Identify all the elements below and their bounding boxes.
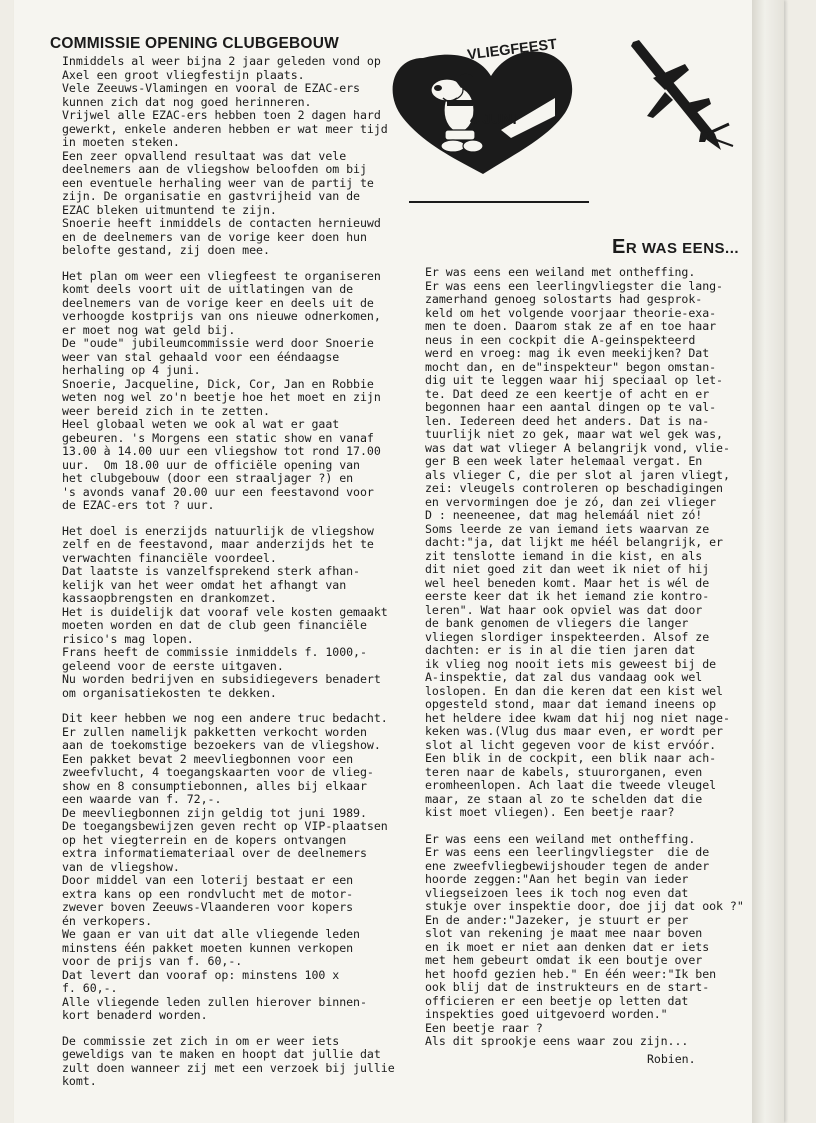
text-line: slot van rekening je maat mee naar boven xyxy=(425,926,703,940)
text-line: hoorde zeggen:"Aan het begin van ieder xyxy=(425,872,689,886)
text-line: kelijk van het weer omdat het afhangt van xyxy=(62,577,347,592)
text-line: keld om het volgende voorjaar theorie-exa- xyxy=(425,305,717,320)
text-line: show en 8 consumptiebonnen, alles bij elkaar xyxy=(62,778,367,793)
text-line: kist moet vliegen). Een beetje raar? xyxy=(425,805,675,819)
text-line: de EZAC-ers tot ? uur. xyxy=(62,498,215,512)
text-line: komt deels voort uit de uitlatingen van de xyxy=(62,282,354,296)
text-line: Alle vliegende leden zullen hierover binnen- xyxy=(62,994,367,1009)
text-line: Nu worden bedrijven en subsidiegevers benadert xyxy=(62,672,381,686)
text-line: Dat levert dan vooraf op: minstens 100 x xyxy=(62,967,340,982)
text-line: f. 60,-. xyxy=(62,981,118,995)
text-line: slot al licht gegeven voor de kist ervóór. xyxy=(425,737,717,752)
text-line: belofte gestand, zij doen mee. xyxy=(62,243,270,257)
text-line: deelnemers van de vorige keer en deels uit de xyxy=(62,295,374,310)
title-initial: E xyxy=(612,236,626,258)
text-line: verhoogde kostprijs van ons nieuwe odnerkomen, xyxy=(62,309,381,323)
text-line: Door middel van een loterij bestaat er een xyxy=(62,873,354,887)
page-fold-edge xyxy=(752,0,784,1123)
right-article-title xyxy=(612,236,739,259)
text-line: en vervormingen doe je zó, dan zei vlieger xyxy=(425,494,717,509)
text-line: Er was eens een leerlingvliegster die lang- xyxy=(425,278,723,293)
text-line: len. Iedereen deed het anders. Dat is na- xyxy=(425,413,710,428)
text-line: zamerhand genoeg solostarts had gesprok- xyxy=(425,292,703,306)
text-line: zijn. De organisatie en gastvrijheid van de xyxy=(62,189,360,203)
text-line: vliegen slordiger inspekteerden. Alsof ze xyxy=(425,629,710,644)
right-article-body xyxy=(425,265,744,1066)
text-line: moeten worden en dat de club geen financiële xyxy=(62,618,367,632)
text-line: Frans heeft de commissie inmiddels f. 1000,- xyxy=(62,645,367,659)
text-line: een waarde van f. 72,-. xyxy=(62,792,222,806)
text-line: Er zullen namelijk pakketten verkocht worden xyxy=(62,724,367,739)
text-line: vliegseizoen lees ik toch nog even dat xyxy=(425,885,689,900)
text-line: geweldigs van te maken en hoopt dat jullie dat xyxy=(62,1047,381,1061)
text-line: mocht dan, en de"inspekteur" begon omstan- xyxy=(425,359,717,374)
text-line: van de vliegshow. xyxy=(62,859,180,874)
text-line: Soms leerde ze van iemand iets waarvan ze xyxy=(425,521,710,536)
event-date: 4 JUNI xyxy=(470,111,517,128)
text-line: als vlieger C, die per slot al jaren vliegt, xyxy=(425,467,730,482)
text-line: in moeten steken. xyxy=(62,135,180,149)
text-line: weer van stal gehaald voor een ééndaagse xyxy=(62,349,340,364)
text-line: herhaling op 4 juni. xyxy=(62,363,201,377)
text-line: De meevliegbonnen zijn geldig tot juni 1989. xyxy=(62,805,367,820)
paragraph xyxy=(62,270,392,513)
text-line: Er was eens een weiland met ontheffing. xyxy=(425,265,696,279)
text-line: Een blik in de cockpit, een blik naar ach- xyxy=(425,751,717,765)
text-line: Dat laatste is vanzelfsprekend sterk afhan- xyxy=(62,564,360,578)
text-line: risico's mag lopen. xyxy=(62,631,194,646)
paragraph xyxy=(425,265,730,820)
text-line: Vele Zeeuws-Vlamingen en vooral de EZAC-ers xyxy=(62,81,360,95)
paragraph xyxy=(62,1033,395,1089)
text-line: eromheenlopen. Ach laat die tweede vleugel xyxy=(425,778,717,792)
text-line: geleend voor de eerste uitgaven. xyxy=(62,658,284,673)
text-line: Snoerie heeft inmiddels de contacten hernieuwd xyxy=(62,216,381,230)
title-rest: R WAS EENS xyxy=(625,240,726,257)
text-line: Vrijwel alle EZAC-ers hebben toen 2 dagen hard xyxy=(62,108,381,122)
text-line: dig uit te leggen waar hij speciaal op let- xyxy=(425,373,723,387)
text-line: De "oude" jubileumcommissie werd door Snoerie xyxy=(62,336,374,350)
text-line: zelf en de feestavond, maar anderzijds het te xyxy=(62,537,374,551)
text-line: tuurlijk niet zo gek, maar wat wel gek was, xyxy=(425,427,723,441)
text-line: zweefvlucht, 4 toegangskaarten voor de vlieg- xyxy=(62,765,374,779)
text-line: deelnemers aan de vliegshow beloofden om bij xyxy=(62,162,367,176)
text-line: begonnen haar een aantal dingen op te val- xyxy=(425,400,717,414)
title-ellipsis: ... xyxy=(725,240,740,257)
author-signature: Robien. xyxy=(647,1051,696,1066)
text-line: en de deelnemers van de vorige keer doen hun xyxy=(62,229,367,244)
text-line: neus in een cockpit die A-geinspekteerd xyxy=(425,332,696,347)
text-line: Er was eens een weiland met ontheffing. xyxy=(425,831,696,846)
text-line: het heldere idee kwam dat hij nog niet nage- xyxy=(425,710,730,725)
paragraph xyxy=(425,831,744,1049)
left-article-body xyxy=(62,54,395,1101)
text-line: weten nog wel zo'n beetje hoe het moet en zijn xyxy=(62,390,381,404)
text-line: men te doen. Daarom stak ze af en toe haar xyxy=(425,319,717,333)
text-line: opgesteld stond, maar dat iemand ineens op xyxy=(425,697,717,711)
text-line: Snoerie, Jacqueline, Dick, Cor, Jan en Robbie xyxy=(62,376,374,391)
text-line: met hem gebeurt omdat ik een boutje over xyxy=(425,953,703,967)
text-line: dachten: er is in al die tien jaren dat xyxy=(425,643,696,657)
text-line: Het plan om weer een vliegfeest te organiseren xyxy=(62,268,381,283)
text-line: aan de toekomstige bezoekers van de vliegshow. xyxy=(62,738,381,752)
text-line: maar, ze staan al zo te schelden dat die xyxy=(425,791,703,806)
text-line: Heel globaal weten we ook al wat er gaat xyxy=(62,417,340,431)
text-line: Axel een groot vliegfestijn plaats. xyxy=(62,67,305,82)
text-line: Een pakket bevat 2 meevliegbonnen voor een xyxy=(62,751,354,766)
text-line: Het is duidelijk dat vooraf vele kosten gemaakt xyxy=(62,604,388,619)
text-line: gebeuren. 's Morgens een static show en vanaf xyxy=(62,430,374,445)
text-line: ger B een week later helemaal vergat. En xyxy=(425,454,703,468)
text-line: kunnen zich dat nog goed herinneren. xyxy=(62,94,312,109)
text-line: weer bereid zich in te zetten. xyxy=(62,403,270,418)
text-line: het hoofd gezien heb." En één weer:"Ik ben xyxy=(425,966,717,981)
text-line: minstens één pakket moeten kunnen verkopen xyxy=(62,940,354,955)
text-line: 's avonds vanaf 20.00 uur een feestavond voor xyxy=(62,484,374,499)
text-line: dacht:"ja, dat lijkt me héél belangrijk, er xyxy=(425,535,723,549)
text-line: gewerkt, enkele anderen hebben er wat meer tijd xyxy=(62,121,388,136)
text-line: eerste keer dat ik het iemand zie kontro- xyxy=(425,589,710,603)
event-name: VLIEGFEEST xyxy=(466,36,558,64)
paragraph xyxy=(62,55,392,258)
text-line: ene zweefvliegbewijshouder tegen de ander xyxy=(425,858,710,873)
text-line: En de ander:"Jazeker, je stuurt er per xyxy=(425,912,689,927)
text-line: komt. xyxy=(62,1074,97,1088)
text-line: was dat wat vlieger A belangrijk vond, vlie- xyxy=(425,440,730,455)
text-line: Dit keer hebben we nog een andere truc bedacht. xyxy=(62,711,388,725)
text-line: Een beetje raar ? xyxy=(425,1020,543,1035)
text-line: zei: vleugels controleren op beschadigingen xyxy=(425,481,723,495)
text-line: teren naar de kabels, stuurorganen, even xyxy=(425,764,703,779)
text-line: Een zeer opvallend resultaat was dat vele xyxy=(62,148,347,163)
text-line: A-inspektie, dat zal dus vandaag ook wel xyxy=(425,670,703,684)
text-line: De commissie zet zich in om er weer iets xyxy=(62,1033,340,1048)
text-line: 13.00 à 14.00 uur een vliegshow tot rond 17.00 xyxy=(62,444,381,458)
text-line: kassaopbrengsten en drankomzet. xyxy=(62,591,277,605)
text-line: het clubgebouw (door een straaljager ?) en xyxy=(62,471,354,485)
text-line: Het doel is enerzijds natuurlijk de vliegshow xyxy=(62,523,374,538)
text-line: dit niet goed zit dan weet ik niet of hij xyxy=(425,562,710,576)
text-line: extra informatiemateriaal over de deelnemers xyxy=(62,846,367,860)
text-line: EZAC bleken uitmuntend te zijn. xyxy=(62,202,277,217)
text-line: zit tenslotte iemand in die kist, en als xyxy=(425,548,703,563)
text-line: keken was.(Vlug dus maar even, er wordt per xyxy=(425,724,723,738)
text-line: er moet nog wat geld bij. xyxy=(62,322,236,337)
text-line: loslopen. En dan die keren dat een kist wel xyxy=(425,683,723,698)
text-line: een eventuele herhaling weer van de partij te xyxy=(62,175,374,190)
text-line: We gaan er van uit dat alle vliegende leden xyxy=(62,927,360,941)
text-line: ik vlieg nog nooit iets mis geweest bij de xyxy=(425,656,717,671)
divider-line xyxy=(409,201,589,203)
text-line: Als dit sprookje eens waar zou zijn... xyxy=(425,1034,689,1048)
text-line: De toegangsbewijzen geven recht op VIP-plaatsen xyxy=(62,819,388,833)
text-line: inspekties goed uitgevoerd worden." xyxy=(425,1007,668,1021)
text-line: uur. Om 18.00 uur de officiële opening van xyxy=(62,457,360,472)
text-line: leren". Wat haar ook opviel was dat door xyxy=(425,602,703,617)
text-line: én verkopers. xyxy=(62,913,153,928)
text-line: de bank genomen de vliegers die langer xyxy=(425,616,689,630)
text-line: werd en vroeg: mag ik even meekijken? Dat xyxy=(425,346,710,360)
text-line: om organisatiekosten te dekken. xyxy=(62,685,277,700)
text-line: Er was eens een leerlingvliegster die de xyxy=(425,845,710,859)
text-line: wel heel beneden komt. Maar het is wél de xyxy=(425,575,710,590)
jet-plane-icon xyxy=(625,38,735,158)
text-line: kort benaderd worden. xyxy=(62,1008,208,1022)
text-line: en ik moet er niet aan denken dat er iets xyxy=(425,939,710,954)
text-line: ook blij dat de instrukteurs en de start- xyxy=(425,980,710,994)
text-line: D : neeneenee, dat mag helemáál niet zó! xyxy=(425,508,703,522)
text-line: stukje over inspektie door, doe jij dat ook ?" xyxy=(425,899,744,913)
text-line: voor de prijs van f. 60,-. xyxy=(62,954,243,968)
text-line: Inmiddels al weer bijna 2 jaar geleden vond op xyxy=(62,54,381,68)
text-line: officieren er een beetje op letten dat xyxy=(425,993,689,1008)
text-line: verwachten financiële voordeel. xyxy=(62,550,277,565)
text-line: te. Dat deed ze een keertje of acht en er xyxy=(425,386,710,401)
paragraph xyxy=(62,525,392,701)
paragraph xyxy=(62,712,392,1023)
text-line: zwever boven Zeeuws-Vlaanderen voor kopers xyxy=(62,900,354,914)
text-line: zult doen wanneer zij met een verzoek bij jullie xyxy=(62,1060,395,1075)
left-article-title: COMMISSIE OPENING CLUBGEBOUW xyxy=(50,35,339,52)
text-line: extra kans op een rondvlucht met de motor- xyxy=(62,886,354,901)
text-line: op het viegterrein en de kopers ontvangen xyxy=(62,832,347,847)
